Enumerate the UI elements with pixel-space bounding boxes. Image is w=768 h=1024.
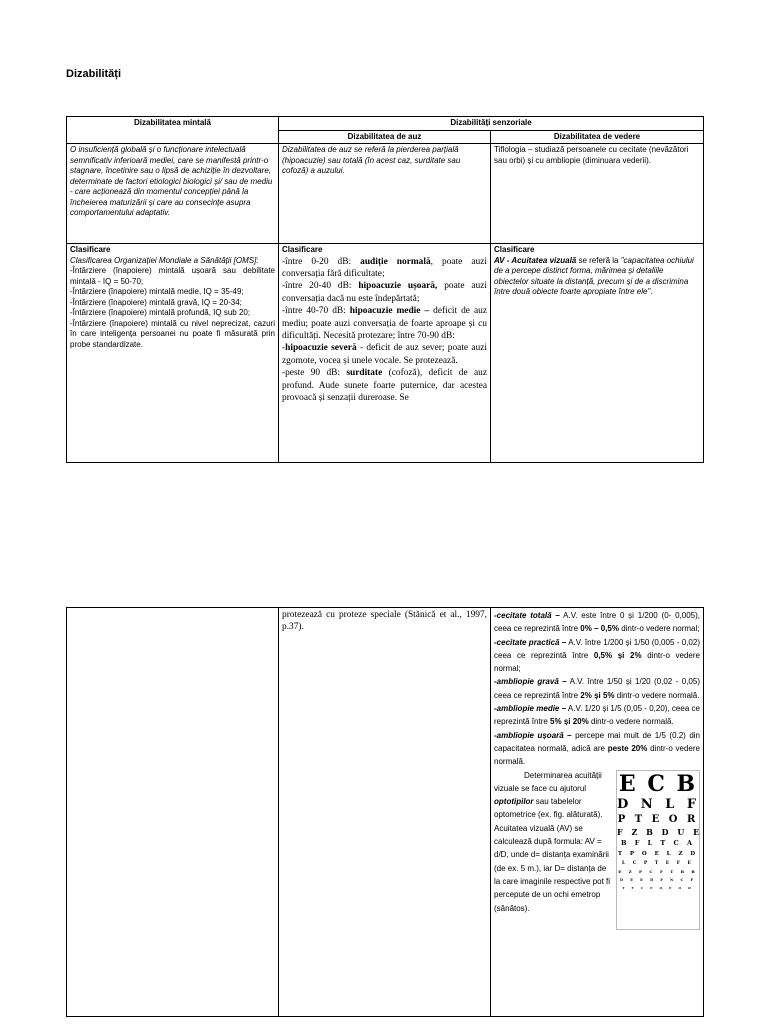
eye-chart-row: D N L F [617,796,701,812]
classification-label: Clasificare [494,245,535,254]
classification-label: Clasificare [282,245,323,254]
list-item: -între 20-40 dB: hipoacuzie ușoară, poate auzi conversația dacă nu este îndepărtată; [282,281,487,304]
header-mental: Dizabilitatea mintală [67,117,279,144]
list-item: -Întârziere (înapoiere) mintală ușoară sau debilitate mintală - IQ = 50-70; [70,266,275,286]
list-item: -ambliopie gravă – A.V. între 1/50 și 1/20 (0,02 - 0,05) ceea ce reprezintă între 2% și 5% dintr-o vedere normală. [494,677,700,700]
header-sensory: Dizabilități senzoriale [279,117,704,131]
determination-text: Determinarea acuității vizuale se face cu ajutorul optotipilor sau tabelelor optometrice (ex. fig. alăturată). Acuitatea vizuală (AV) se calculează după formula: AV = d/D, unde d= distanța examinării (de ex. 5 m.), iar D= distanța de la care imaginile respective pot fi percepute de un ochi emetrop (sănătos). [494,770,611,913]
classification-mental [67,244,279,463]
list-item: -ambliopie ușoară – percepe mai mult de 1/5 (0.2) din capacitatea normală, adică are peste 20% dintr-o vedere normală. [494,730,700,767]
definition-hearing: Dizabilitatea de auz se referă la pierderea parțială (hipoacuzie) sau totală (în acest caz, surditate sau cofoză) a auzului. [279,144,491,244]
definition-mental: O insuficiență globală și o funcționare intelectuală semnificativ inferioară mediei, care se manifestă printr-o stagnare, încetinire sau o lipsă de achiziție în dezvoltare, determinate de factori etiologici biologici și/ sau de mediu - care acționează din momentul concepției până la încheierea maturizării și care au consecințe asupra comportamentului adaptativ. [67,144,279,244]
eye-chart-row: E Z P C F T B R [618,868,698,874]
eye-chart [616,770,703,930]
list-item: -ambliopie medie – A.V. 1/20 și 1/5 (0,05 - 0,20), ceea ce reprezintă între 5% și 20% dintr-o vedere normală. [494,704,700,727]
visual-acuity-determination [494,769,703,915]
eye-chart-row: B F L T C A [620,838,696,847]
page-title: Dizabilități [66,68,122,80]
list-item: -peste 90 dB: surditate (cofoză), deficit de auz profund. Aude sunete foarte puternice, dar acestea provoacă și senzații dureroase. Se [282,368,487,403]
who-classification-intro: Clasificarea Organizației Mondiale a Sănătății [OMS]: [70,255,259,265]
list-item: -cecitate practică – A.V. între 1/200 și 1/50 (0,005 - 0,02) ceea ce reprezintă între 0,5% și 2% dintr-o vedere normal; [494,637,700,674]
list-item: -între 40-70 dB: hipoacuzie medie – deficit de auz mediu; poate auzi conversația de foarte aproape și cu dificultăți. Necesită protezare; între 70-90 dB: [282,306,487,341]
list-item: -între 0-20 dB: audiție normală, poate auzi conversația fără dificultate; [282,256,487,279]
list-item: -Întârziere (înapoiere) mintală medie, IQ = 35-49; [70,287,244,296]
list-item: -hipoacuzie severă - deficit de auz sever; poate auzi zgomote, vocea și unele vocale. Se protezează. [282,343,488,366]
eye-chart-row: F Z B D U E [617,826,703,837]
classification-vision [491,244,704,463]
eye-chart-row: D E E D F N C F [620,877,696,882]
list-item: -Întârziere (înapoiere) mintală profundă, IQ sub 20; [70,308,251,317]
eye-chart-row: L C P T E F E [622,860,694,866]
hearing-continued-cell [279,608,491,1017]
hearing-continuation-text: protezează cu proteze speciale (Stănică et al., 1997, p.37). [282,610,487,633]
eye-chart-row: T P O E L Z D [617,850,699,857]
list-item: -Întârziere (înapoiere) mintală gravă, IQ = 20-34; [70,297,242,307]
classification-label: Clasificare [70,245,111,254]
eye-chart-row: E C B [618,770,698,797]
header-hearing: Dizabilitatea de auz [279,130,491,144]
visual-acuity-definition: AV - Acuitatea vizuală se referă la "capacitatea ochiului de a percepe distinct forma, mărimea și detaliile obiectelor situate la distanță, precum și de a discrimina între două obiecte foarte apropiate între ele". [494,255,694,296]
eye-chart-row: P T E O R [617,813,699,825]
header-vision: Dizabilitatea de vedere [491,130,704,144]
list-item: -Întârziere (înapoiere) mintală cu nivel neprecizat, cazuri în care inteligența persoanei nu poate fi măsurată prin probe standardizate. [70,318,275,349]
list-item: -cecitate totală – A.V. este între 0 și 1/200 (0- 0,005), ceea ce reprezintă între 0% – 0,5% dintr-o vedere normal; [494,611,700,634]
mental-continued-cell [67,608,279,1017]
disabilities-table-part1 [66,116,704,463]
disabilities-table-part2 [66,607,704,1017]
definition-vision: Tiflologia – studiază persoanele cu cecitate (nevăzători sau orbi) și cu ambliopie (diminuara vederii). [491,144,704,244]
eye-chart-row: T F C E O E O D [622,885,694,890]
classification-hearing [279,244,491,463]
vision-continued-cell [491,608,704,1017]
